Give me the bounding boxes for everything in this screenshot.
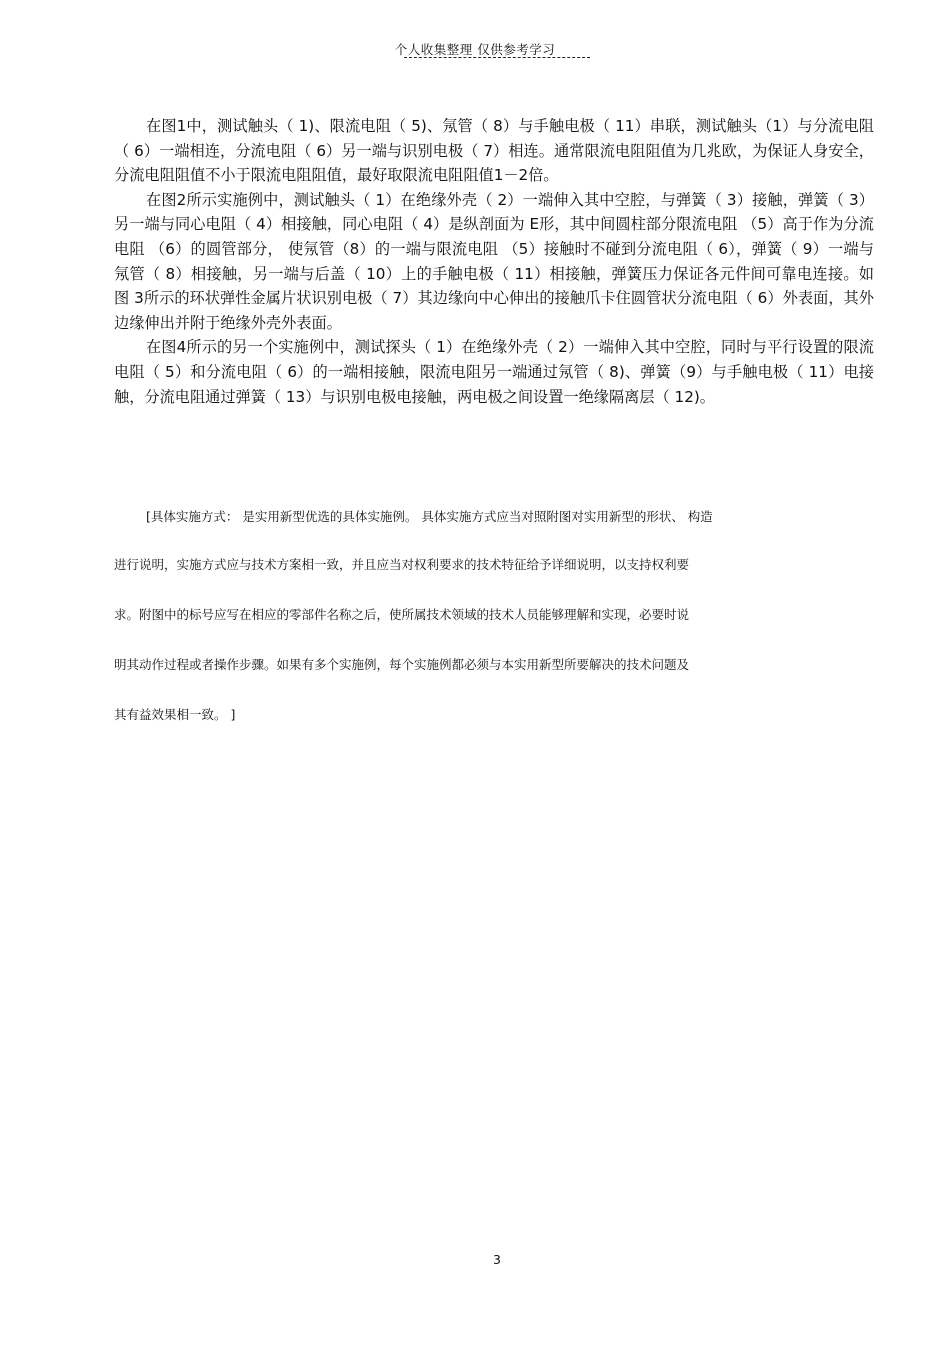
- note-line-5: 其有益效果相一致。 ]: [114, 707, 236, 722]
- paragraph-fig4: 在图4所示的另一个实施例中，测试探头（ 1）在绝缘外壳（ 2）一端伸入其中空腔，同时与平行设置的限流电阻（ 5）和分流电阻（ 6）的一端相接触，限流电阻另一端通过氖管（ 8)、弹簧（9）与手触电极（ 11）电接触，分流电阻通过弹簧（ 13）与识别电极电接触，两电极之间设置一绝缘隔离层（ 12)。: [114, 338, 874, 406]
- paragraph-fig2: 在图2所示实施例中，测试触头（ 1）在绝缘外壳（ 2）一端伸入其中空腔，与弹簧（ 3）接触，弹簧（ 3）另一端与同心电阻（ 4）相接触，同心电阻（ 4）是纵剖面为 E形，其中间圆柱部分限流电阻 （5）高于作为分流电阻 （6）的圆管部分， 使氖管（8）的一端与限流电阻 （5）接触时不碰到分流电阻（ 6），弹簧（ 9）一端与氖管（ 8）相接触，另一端与后盖（ 10）上的手触电极（ 11）相接触，弹簧压力保证各元件间可靠电连接。如图 3所示的环状弹性金属片状识别电极（ 7）其边缘向中心伸出的接触爪卡住圆管状分流电阻（ 6）外表面，其外边缘伸出并附于绝缘外壳外表面。: [114, 190, 874, 332]
- paragraph-fig1: 在图1中，测试触头（ 1)、限流电阻（ 5)、氖管（ 8）与手触电极（ 11）串联，测试触头（1）与分流电阻（ 6）一端相连，分流电阻（ 6）另一端与识别电极（ 7）相连。通常限流电阻阻值为几兆欧，为保证人身安全，分流电阻阻值不小于限流电阻阻值，最好取限流电阻阻值1－2倍。: [114, 117, 874, 185]
- note-line-4: 明其动作过程或者操作步骤。如果有多个实施例，每个实施例都必须与本实用新型所要解决的技术问题及: [114, 657, 690, 672]
- note-line-1: [具体实施方式： 是实用新型优选的具体实施例。 具体实施方式应当对照附图对实用新型的形状、 构造: [146, 509, 713, 524]
- header-dashed-rule: [404, 57, 590, 58]
- note-line-3: 求。附图中的标号应写在相应的零部件名称之后，使所属技术领域的技术人员能够理解和实现，必要时说: [114, 607, 690, 622]
- page-header: 个人收集整理 仅供参考学习: [394, 42, 556, 57]
- page-number: 3: [493, 1252, 501, 1267]
- note-line-2: 进行说明，实施方式应与技术方案相一致，并且应当对权利要求的技术特征给予详细说明，以支持权利要: [114, 557, 690, 572]
- body-text: [114, 114, 874, 409]
